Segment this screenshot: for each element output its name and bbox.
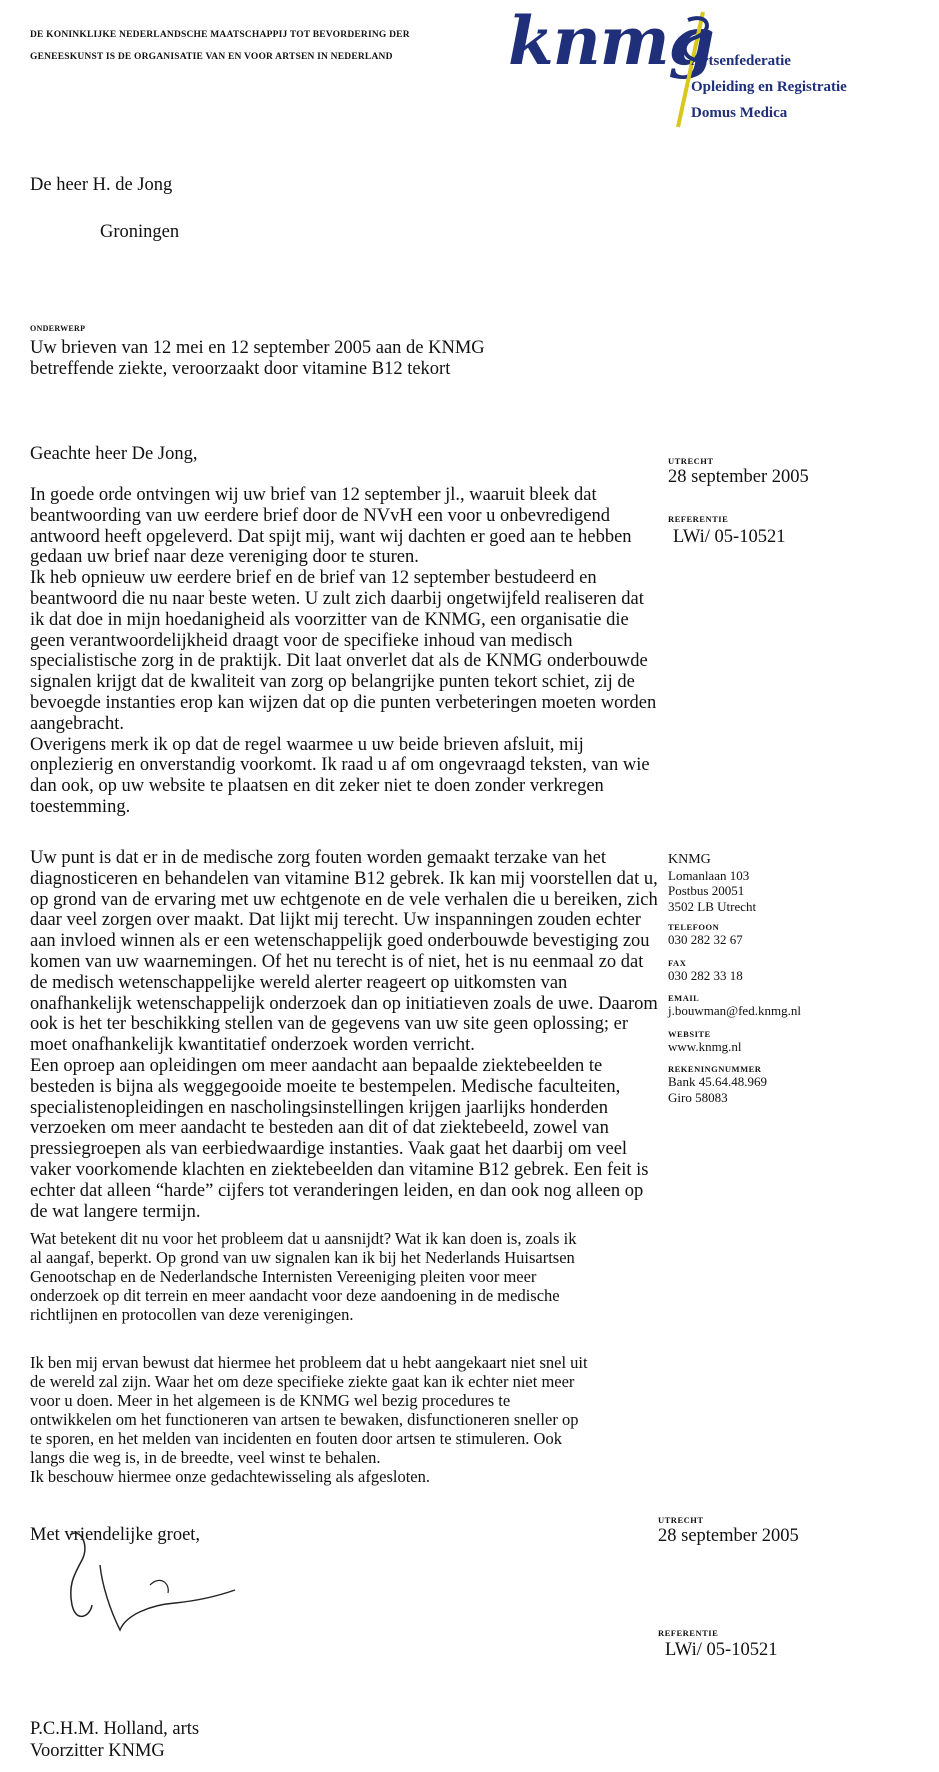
letter-line: specialistische zorg in de praktijk. Dit laat onverlet dat als de KNMG onderbouwde bbox=[30, 651, 648, 672]
paragraph-3 bbox=[30, 1229, 640, 1324]
letter-line: Overigens merk ik op dat de regel waarmee u uw beide brieven afsluit, mij bbox=[30, 734, 584, 755]
fax-value: 030 282 33 18 bbox=[668, 967, 743, 983]
phone-value: 030 282 32 67 bbox=[668, 932, 743, 947]
letter-line: Een oproep aan opleidingen om meer aandacht aan bepaalde ziektebeelden te bbox=[30, 1055, 603, 1076]
letter-line: verzoeken om meer aandacht te besteden aan dit of dat ziektebeeld, zowel van bbox=[30, 1118, 609, 1139]
letter-line: Ik ben mij ervan bewust dat hiermee het probleem dat u hebt aangekaart niet snel uit bbox=[30, 1353, 588, 1372]
divisions-list bbox=[691, 48, 847, 126]
letter-line: ik dat doe in mijn hoedanigheid als voorzitter van de KNMG, een organisatie die bbox=[30, 609, 629, 630]
letter-line: toestemming. bbox=[30, 796, 131, 817]
website-label: WEBSITE bbox=[668, 1028, 711, 1039]
letter-line: geen verantwoordelijkheid draagt voor de specifieke inhoud van medisch bbox=[30, 630, 573, 651]
place-label-top: UTRECHT bbox=[668, 456, 714, 466]
letter-line: Ik heb opnieuw uw eerdere brief en de brief van 12 september bestudeerd en bbox=[30, 568, 597, 589]
paragraph-2 bbox=[30, 848, 658, 1222]
division-artsenfederatie: Artsenfederatie bbox=[691, 53, 791, 69]
date-bottom: 28 september 2005 bbox=[658, 1526, 799, 1546]
letter-line: pressiegroepen als van eerbiedwaardige instanties. Vaak gaat het daarbij om veel bbox=[30, 1139, 628, 1160]
closing: Met vriendelijke groet, bbox=[30, 1525, 201, 1545]
email-value[interactable]: j.bouwman@fed.knmg.nl bbox=[668, 1003, 801, 1018]
addressee-name: De heer H. de Jong bbox=[30, 175, 173, 195]
date-top: 28 september 2005 bbox=[668, 467, 809, 487]
letter-line: dan ook, op uw website te plaatsen en dit zeker niet te doen zonder verkregen bbox=[30, 776, 604, 797]
logo-wordmark: knmg bbox=[508, 2, 714, 80]
letter-line: voor u doen. Meer in het algemeen is de KNMG wel bezig procedures te bbox=[30, 1391, 511, 1410]
account-giro: Giro 58083 bbox=[668, 1089, 728, 1105]
letter-line: onderzoek op dit terrein en meer aandacht voor deze aandoening in de medische bbox=[30, 1286, 560, 1305]
letter-line: op grond van de ervaring met uw echtgenote en de vele verhalen die u bereiken, zich bbox=[30, 889, 658, 910]
letter-line: daar veel zorgen over maakt. Dat lijkt mij terecht. Uw inspanningen zouden echter bbox=[30, 910, 641, 931]
letter-line: besteden is bijna als weggegooide moeite te bestempelen. Medische faculteiten, bbox=[30, 1076, 621, 1097]
letter-line: specialistenopleidingen en nascholingsinstellingen krijgen jaarlijks honderden bbox=[30, 1097, 608, 1118]
letter-line: te sporen, en het melden van incidenten en fouten door artsen te stimuleren. Ook bbox=[30, 1429, 562, 1448]
knmg-logo bbox=[508, 2, 928, 142]
letter-line: onafhankelijk wetenschappelijk onderzoek dan op initiatieven zoals de uwe. Daarom bbox=[30, 993, 658, 1014]
letter-line: echter dat alleen “harde” cijfers tot veranderingen leiden, en dan ook nog alleen op bbox=[30, 1180, 644, 1201]
salutation: Geachte heer De Jong, bbox=[30, 444, 198, 464]
sidebar-org: KNMG bbox=[668, 852, 711, 867]
letter-line: moet onafhankelijk kwantitatief onderzoek worden verricht. bbox=[30, 1035, 475, 1056]
ref-top: LWi/ 05-10521 bbox=[673, 527, 786, 547]
subject-line-1: Uw brieven van 12 mei en 12 september 2005 aan de KNMG bbox=[30, 338, 485, 358]
email-label: EMAIL bbox=[668, 993, 700, 1003]
letter-line: richtlijnen en protocollen van deze verenigingen. bbox=[30, 1305, 354, 1324]
letter-line: al aangaf, beperkt. Op grond van uw signalen kan ik bij het Nederlands Huisartsen bbox=[30, 1248, 575, 1267]
paragraph-4 bbox=[30, 1353, 640, 1486]
division-opleiding: Opleiding en Registratie bbox=[691, 79, 847, 95]
letter-line: beantwoord die nu naar beste weten. U zult zich daarbij ongetwijfeld realiseren dat bbox=[30, 588, 644, 609]
letter-line: vaker voorkomende klachten en ziektebeelden dan vitamine B12 gebrek. Een feit is bbox=[30, 1159, 649, 1180]
signer-name: P.C.H.M. Holland, arts bbox=[30, 1719, 200, 1739]
sidebar-address-1: Lomanlaan 103 bbox=[668, 867, 750, 883]
ref-label-bottom: REFERENTIE bbox=[658, 1628, 719, 1638]
letter-line: aangebracht. bbox=[30, 713, 124, 734]
paragraph-1 bbox=[30, 485, 657, 818]
sidebar-address-3: 3502 LB Utrecht bbox=[668, 898, 757, 914]
place-label-bottom: UTRECHT bbox=[658, 1515, 704, 1525]
letter-line: aan invloed winnen als er een wetenschappelijk goed onderbouwde bevestiging zou bbox=[30, 931, 650, 952]
letter-line: komen van uw waarnemingen. Of het nu terecht is of niet, het is nu eenmaal zo dat bbox=[30, 951, 644, 972]
letter-line: Wat betekent dit nu voor het probleem dat u aansnijdt? Wat ik kan doen is, zoals ik bbox=[30, 1229, 577, 1248]
org-description-line-1: DE KONINKLIJKE NEDERLANDSCHE MAATSCHAPPIJ TOT BEVORDERING DER bbox=[30, 30, 410, 40]
letter-line: Ik beschouw hiermee onze gedachtewisseling als afgesloten. bbox=[30, 1467, 430, 1486]
addressee-city: Groningen bbox=[100, 222, 180, 242]
account-bank: Bank 45.64.48.969 bbox=[668, 1074, 767, 1089]
subject-line-2: betreffende ziekte, veroorzaakt door vitamine B12 tekort bbox=[30, 359, 451, 379]
letter-line: ook is het ter beschikking stellen van de gegevens van uw site geen oplossing; er bbox=[30, 1014, 629, 1035]
letter-line: de wat langere termijn. bbox=[30, 1201, 201, 1222]
letter-line: bevoegde instanties erop kan wijzen dat op die punten verbeteringen moeten worden bbox=[30, 692, 657, 713]
letter-line: gedaan uw brief naar deze vereniging door te sturen. bbox=[30, 547, 419, 568]
letter-line: signalen krijgt dat de kwaliteit van zorg op belangrijke punten tekort schiet, zij de bbox=[30, 672, 635, 693]
website-value[interactable]: www.knmg.nl bbox=[668, 1038, 742, 1054]
letter-line: Genootschap en de Nederlandsche Internisten Vereeniging pleiten voor meer bbox=[30, 1267, 537, 1286]
contact-sidebar bbox=[668, 852, 928, 1105]
letter-line: de wereld zal zijn. Waar het om deze specifieke ziekte gaat kan ik echter niet meer bbox=[30, 1372, 575, 1391]
account-label: REKENINGNUMMER bbox=[668, 1064, 762, 1074]
org-description-line-2: GENEESKUNST IS DE ORGANISATIE VAN EN VOOR ARTSEN IN NEDERLAND bbox=[30, 52, 393, 62]
subject-label: ONDERWERP bbox=[30, 324, 86, 333]
letter-line: langs die weg is, in de breedte, veel winst te behalen. bbox=[30, 1448, 381, 1467]
letter-line: ontwikkelen om het functioneren van artsen te bewaken, disfunctioneren sneller op bbox=[30, 1410, 579, 1429]
letter-line: diagnosticeren en behandelen van vitamine B12 gebrek. Ik kan mij voorstellen dat u, bbox=[30, 868, 658, 889]
letter-line: de medisch wetenschappelijke wereld alerter reageert op uitkomsten van bbox=[30, 972, 568, 993]
ref-label-top: REFERENTIE bbox=[668, 514, 729, 524]
letter-line: onplezierig en onverstandig voorkomt. Ik raad u af om ongevraagd teksten, van wie bbox=[30, 755, 650, 776]
letter-line: antwoord heeft opgeleverd. Dat spijt mij, want wij dachten er goed aan te hebben bbox=[30, 526, 632, 547]
letter-line: beantwoording van uw eerdere brief door de NVvH een voor u onbevredigend bbox=[30, 505, 610, 526]
phone-label: TELEFOON bbox=[668, 922, 720, 932]
sidebar-address-2: Postbus 20051 bbox=[668, 883, 745, 898]
letter-line: Uw punt is dat er in de medische zorg fouten worden gemaakt terzake van het bbox=[30, 848, 607, 868]
ref-bottom: LWi/ 05-10521 bbox=[665, 1640, 778, 1660]
letter-line: In goede orde ontvingen wij uw brief van 12 september jl., waaruit bleek dat bbox=[30, 485, 597, 505]
signer-title: Voorzitter KNMG bbox=[30, 1741, 165, 1761]
handwritten-signature bbox=[30, 1515, 260, 1645]
fax-label: FAX bbox=[668, 957, 687, 968]
division-domus-medica: Domus Medica bbox=[691, 105, 788, 121]
